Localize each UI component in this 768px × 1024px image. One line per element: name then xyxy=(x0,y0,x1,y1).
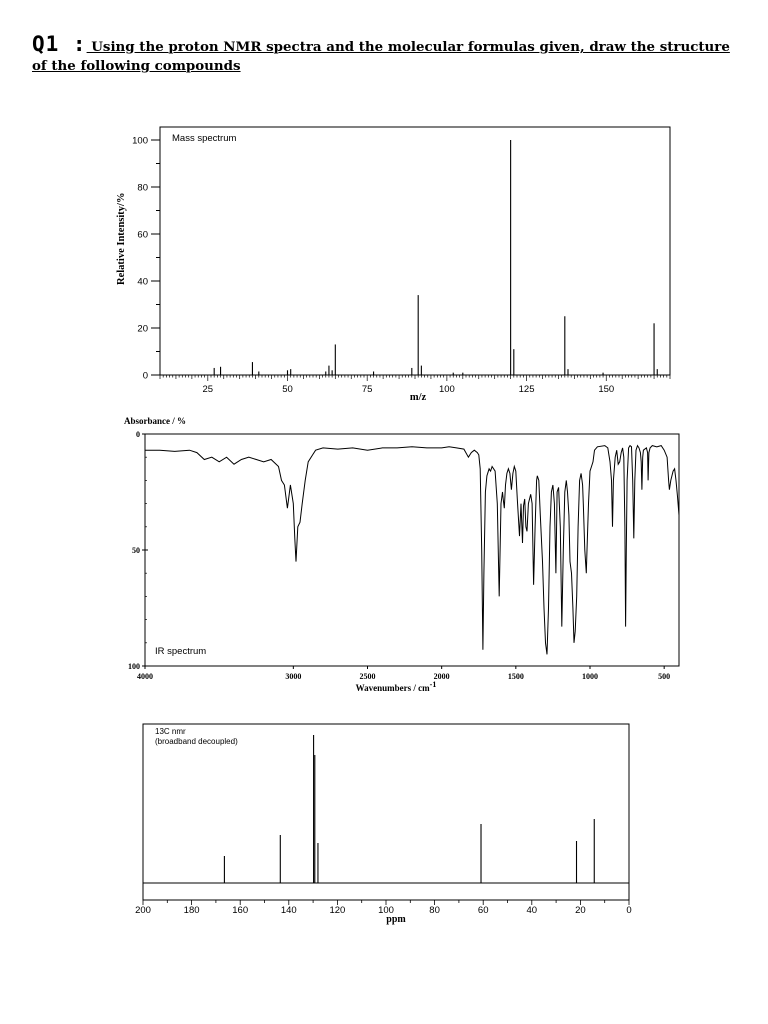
ms-ytick-label: 20 xyxy=(137,323,148,335)
ir-title: IR spectrum xyxy=(155,646,207,657)
ir-xtick-label: 2000 xyxy=(433,672,450,681)
ms-xtick-label: 125 xyxy=(518,384,535,395)
ms-ytick-label: 100 xyxy=(132,135,148,147)
c13-xtick-label: 160 xyxy=(232,905,249,916)
question-text-line2: of the following compounds xyxy=(32,58,241,74)
ir-xtick-label: 3000 xyxy=(285,672,302,681)
ir-ytick-label: 0 xyxy=(136,430,140,439)
ir-xtick-label: 1000 xyxy=(582,672,598,681)
ms-title: Mass spectrum xyxy=(172,133,237,144)
ms-ytick-label: 80 xyxy=(137,182,148,194)
c13-xtick-label: 60 xyxy=(477,905,489,916)
question-text-line1: Using the proton NMR spectra and the molecular formulas given, draw the structure xyxy=(86,39,730,55)
ms-xtick-label: 150 xyxy=(598,384,615,395)
c13-xtick-label: 140 xyxy=(280,905,297,916)
c13-title: 13C nmr xyxy=(155,727,186,736)
c13-xtick-label: 80 xyxy=(429,905,440,916)
c13-subtitle: (broadband decoupled) xyxy=(155,737,238,746)
c13-xtick-label: 180 xyxy=(183,905,200,916)
c13-xtick-label: 120 xyxy=(329,905,346,916)
c13-xtick-label: 40 xyxy=(526,905,538,916)
ms-ylabel: Relative Intensity/% xyxy=(116,192,127,285)
ms-xtick-label: 25 xyxy=(202,384,214,395)
c13-plot-frame xyxy=(143,724,629,900)
ms-ytick-label: 0 xyxy=(142,370,148,382)
ms-xtick-label: 75 xyxy=(361,384,373,395)
c13-xtick-label: 0 xyxy=(626,905,632,916)
ir-ylabel: Absorbance / % xyxy=(124,416,187,426)
ms-ytick-label: 60 xyxy=(137,229,148,241)
ir-xlabel: Wavenumbers / cm xyxy=(355,683,430,693)
c13-xtick-label: 100 xyxy=(378,905,394,916)
c13-xtick-label: 200 xyxy=(135,905,151,916)
ir-ytick-label: 100 xyxy=(128,662,140,671)
ms-ytick-label: 40 xyxy=(137,276,148,288)
c13-xtick-label: 20 xyxy=(575,905,586,916)
ir-xtick-label: 2500 xyxy=(359,672,376,681)
ir-xlabel-sup: -1 xyxy=(429,680,437,689)
question-number: Q1 : xyxy=(32,32,87,56)
ir-xtick-label: 4000 xyxy=(137,672,153,681)
ms-xlabel: m/z xyxy=(409,392,427,403)
ms-xtick-label: 50 xyxy=(282,384,293,395)
ir-xtick-label: 1500 xyxy=(507,672,524,681)
ir-ytick-label: 50 xyxy=(132,546,140,555)
ir-xtick-label: 500 xyxy=(658,672,671,681)
c13-xlabel: ppm xyxy=(386,914,406,925)
ms-xtick-label: 100 xyxy=(438,384,455,395)
